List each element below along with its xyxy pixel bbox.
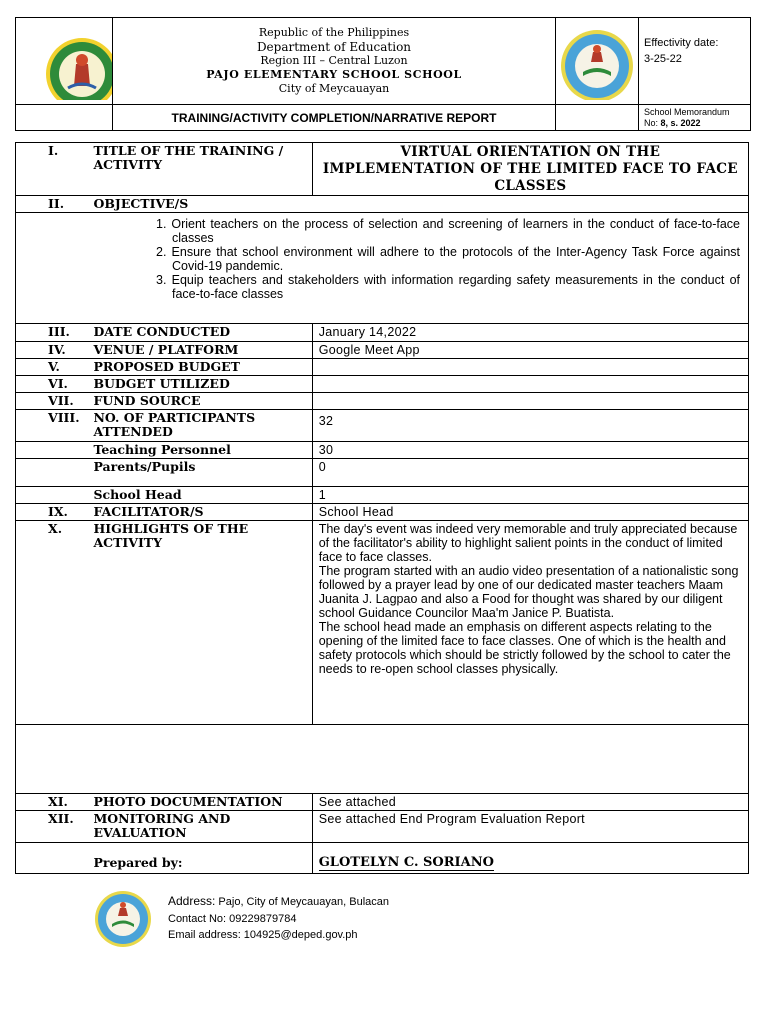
school-name: PAJO ELEMENTARY SCHOOL SCHOOL (206, 68, 462, 81)
proposed-budget-value (312, 359, 748, 376)
row-number: XII. (16, 811, 92, 843)
row-blank (16, 725, 749, 794)
monitoring-value: See attached End Program Evaluation Report (312, 811, 748, 843)
row-objectives-list (16, 213, 749, 324)
row-label: NO. OF PARTICIPANTS ATTENDED (91, 410, 312, 442)
objective-item: 1. Orient teachers on the process of selection and screening of learners in the conduct of face-to-face classes (156, 217, 740, 245)
row-label: PHOTO DOCUMENTATION (91, 794, 312, 811)
address-line (168, 893, 389, 911)
row-number: II. (16, 196, 92, 213)
row-teaching-personnel (16, 442, 749, 459)
highlight-paragraph: The school head made an emphasis on different aspects relating to the opening of the limited face to face classes. One of which is the health and safety protocols which should be strictly followed by the school to cater the needs to re-open school classes physically. (318, 620, 731, 676)
highlight-paragraph: The program started with an audio video presentation of a nationalistic song followed by a prayer lead by one of our dedicated master teachers Maam Juanita J. Lagpao and also a Food for thought was shared by our diligent school Guidance Councilor Maa'm Janice P. Buatista. (318, 564, 739, 620)
highlights-text (312, 521, 748, 725)
fund-source-value (312, 393, 748, 410)
school-seal-icon (556, 18, 638, 100)
row-objectives-header (16, 196, 749, 213)
row-school-head (16, 487, 749, 504)
row-number: IX. (16, 504, 92, 521)
deped-seal-icon (16, 18, 112, 100)
date-value: January 14,2022 (312, 324, 748, 342)
address-label: Address: (168, 894, 216, 908)
address-text: Pajo, City of Meycauayan, Bulacan (218, 896, 390, 908)
deped-logo-cell (16, 18, 113, 105)
row-label: PROPOSED BUDGET (91, 359, 312, 376)
prepared-by-label: Prepared by: (91, 843, 312, 874)
row-highlights (16, 521, 749, 725)
report-table (15, 142, 749, 874)
row-label: Parents/Pupils (91, 459, 312, 487)
row-number: XI. (16, 794, 92, 811)
participants-value: 32 (312, 410, 748, 442)
school-logo-lower-cell (556, 105, 639, 131)
row-number: V. (16, 359, 92, 376)
parents-pupils-value: 0 (312, 459, 748, 487)
effectivity-label: Effectivity date: (644, 37, 719, 49)
row-number: X. (16, 521, 92, 725)
memo-number: No: 8, s. 2022 (644, 118, 701, 128)
row-prepared-by (16, 843, 749, 874)
email-address: Email address: 104925@deped.gov.ph (168, 929, 358, 941)
contact-number: Contact No: 09229879784 (168, 912, 297, 925)
effectivity-cell (639, 18, 751, 105)
row-title (16, 143, 749, 196)
header-table (15, 17, 751, 131)
row-number: IV. (16, 342, 92, 359)
row-number: VII. (16, 393, 92, 410)
row-label: OBJECTIVE/S (91, 196, 748, 213)
school-head-value: 1 (312, 487, 748, 504)
row-date (16, 324, 749, 342)
row-label: FUND SOURCE (91, 393, 312, 410)
row-number: III. (16, 324, 92, 342)
row-participants (16, 410, 749, 442)
row-parents-pupils (16, 459, 749, 487)
region-text: Region III – Central Luzon (260, 54, 408, 67)
objective-item: 2. Ensure that school environment will adhere to the protocols of the Inter-Agency Task Force against Covid-19 pandemic. (156, 245, 740, 273)
memo-label: School Memorandum (644, 107, 730, 117)
objective-item: 3. Equip teachers and stakeholders with information regarding safety measurements in the conduct of face-to-face classes (156, 273, 740, 301)
row-label: BUDGET UTILIZED (91, 376, 312, 393)
row-label: Teaching Personnel (91, 442, 312, 459)
row-venue (16, 342, 749, 359)
row-fund-source (16, 393, 749, 410)
row-budget-utilized (16, 376, 749, 393)
highlight-paragraph: The day's event was indeed very memorable and truly appreciated because of the facilitator's ability to highlight salient points in the conduct of limited face to face classes. (318, 522, 738, 564)
row-label: FACILITATOR/S (91, 504, 312, 521)
row-facilitator (16, 504, 749, 521)
row-monitoring (16, 811, 749, 843)
memo-cell (639, 105, 751, 131)
venue-value: Google Meet App (312, 342, 748, 359)
row-number: VIII. (16, 410, 92, 442)
row-label: School Head (91, 487, 312, 504)
row-number: VI. (16, 376, 92, 393)
row-label: MONITORING AND EVALUATION (91, 811, 312, 843)
objectives-list (16, 213, 749, 324)
city-text: City of Meycauayan (278, 82, 390, 95)
teaching-personnel-value: 30 (312, 442, 748, 459)
preparer-name: GLOTELYN C. SORIANO (312, 843, 748, 874)
activity-title: VIRTUAL ORIENTATION ON THE IMPLEMENTATION OF THE LIMITED FACE TO FACE CLASSES (312, 143, 748, 196)
row-label: VENUE / PLATFORM (91, 342, 312, 359)
row-proposed-budget (16, 359, 749, 376)
report-title: TRAINING/ACTIVITY COMPLETION/NARRATIVE REPORT (113, 105, 556, 131)
budget-utilized-value (312, 376, 748, 393)
facilitator-value: School Head (312, 504, 748, 521)
effectivity-date: 3-25-22 (644, 53, 682, 65)
school-seal-footer-icon (94, 890, 152, 948)
logo-lower-cell (16, 105, 113, 131)
footer-contact (168, 893, 389, 944)
header-text-block (113, 18, 556, 105)
row-label: HIGHLIGHTS OF THE ACTIVITY (91, 521, 312, 725)
school-logo-cell (556, 18, 639, 105)
row-label: TITLE OF THE TRAINING / ACTIVITY (91, 143, 312, 196)
photo-documentation-value: See attached (312, 794, 748, 811)
republic-text: Republic of the Philippines (258, 26, 410, 39)
row-photo-documentation (16, 794, 749, 811)
department-text: Department of Education (256, 40, 412, 54)
row-label: DATE CONDUCTED (91, 324, 312, 342)
row-number: I. (16, 143, 92, 196)
